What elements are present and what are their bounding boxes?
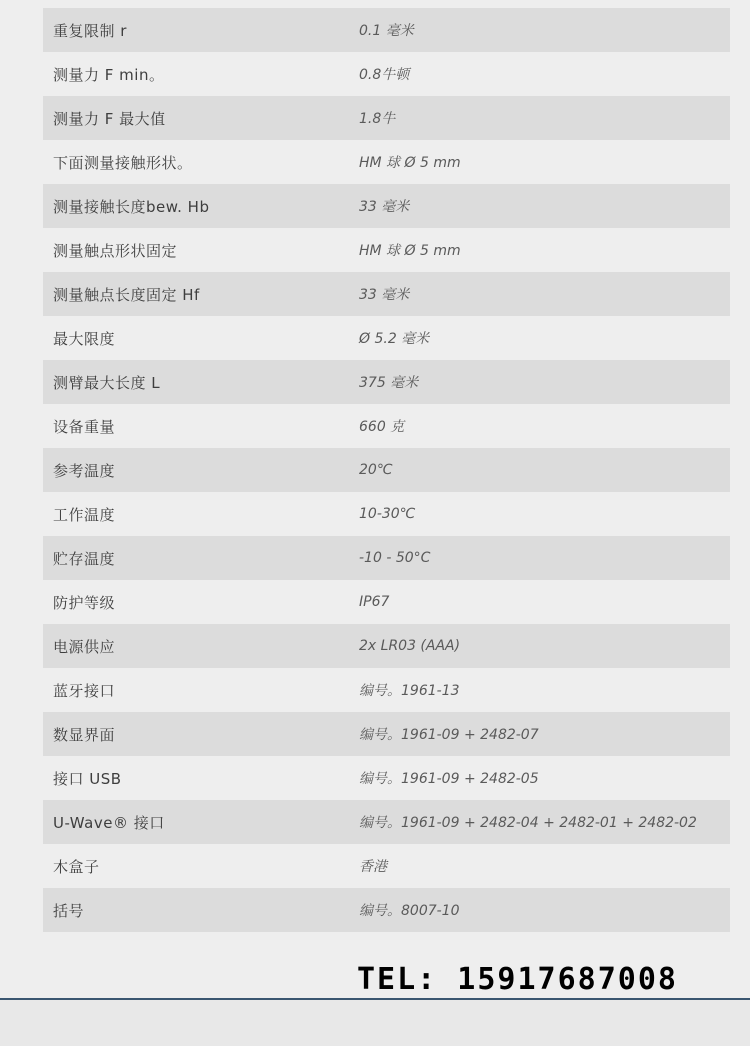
spec-value: 10-30℃ [359,506,416,522]
spec-label: 测量接触长度bew. Hb [53,197,210,216]
footer-band [0,1000,750,1046]
spec-row [43,228,730,272]
spec-value: 编号。8007-10 [359,903,460,919]
spec-label: 数显界面 [53,725,116,744]
spec-row [43,52,730,96]
spec-row [43,756,730,800]
spec-value: 33 毫米 [359,287,410,303]
spec-row [43,668,730,712]
spec-label: 电源供应 [53,637,116,656]
spec-value: IP67 [359,594,390,610]
spec-label: 测量触点长度固定 Hf [53,285,200,304]
spec-row [43,404,730,448]
spec-value: 0.1 毫米 [359,23,414,39]
spec-value: 编号。1961-09 + 2482-05 [359,771,539,787]
spec-label: 防护等级 [53,593,116,612]
spec-row [43,492,730,536]
spec-row [43,140,730,184]
spec-label: U-Wave® 接口 [53,813,165,832]
spec-row [43,888,730,932]
spec-row [43,580,730,624]
spec-value: 20℃ [359,462,393,478]
spec-label: 木盒子 [53,857,100,876]
spec-row [43,360,730,404]
spec-value: 编号。1961-09 + 2482-07 [359,727,539,743]
spec-value: 香港 [359,859,387,875]
spec-label: 工作温度 [53,505,116,524]
spec-value: 0.8牛顿 [359,67,410,83]
spec-label: 贮存温度 [53,549,116,568]
spec-row [43,8,730,52]
spec-value: HM 球 Ø 5 mm [359,155,461,171]
spec-value: HM 球 Ø 5 mm [359,243,461,259]
spec-row [43,536,730,580]
spec-row [43,624,730,668]
spec-label: 括号 [53,901,85,920]
spec-value: 375 毫米 [359,375,419,391]
spec-label: 重复限制 r [53,21,127,40]
spec-table [43,8,730,932]
spec-label: 设备重量 [53,417,116,436]
spec-row [43,800,730,844]
spec-label: 蓝牙接口 [53,681,116,700]
spec-row [43,184,730,228]
spec-row [43,844,730,888]
spec-value: 2x LR03 (AAA) [359,638,461,654]
spec-row [43,712,730,756]
spec-label: 接口 USB [53,769,122,788]
spec-label: 测量力 F 最大值 [53,109,166,128]
spec-value: 编号。1961-13 [359,683,460,699]
spec-label: 测量力 F min。 [53,65,165,84]
spec-label: 测量触点形状固定 [53,241,178,260]
spec-label: 下面测量接触形状。 [53,153,193,172]
spec-label: 参考温度 [53,461,116,480]
spec-value: 33 毫米 [359,199,410,215]
spec-value: Ø 5.2 毫米 [359,331,430,347]
spec-label: 最大限度 [53,329,116,348]
spec-row [43,316,730,360]
spec-row [43,96,730,140]
spec-label: 测臂最大长度 L [53,373,161,392]
spec-value: 1.8牛 [359,111,396,127]
spec-row [43,272,730,316]
spec-row [43,448,730,492]
contact-telephone: TEL: 15917687008 [357,962,678,997]
spec-value: 660 克 [359,419,405,435]
spec-value: -10 - 50°C [359,550,431,566]
spec-value: 编号。1961-09 + 2482-04 + 2482-01 + 2482-02 [359,815,697,831]
